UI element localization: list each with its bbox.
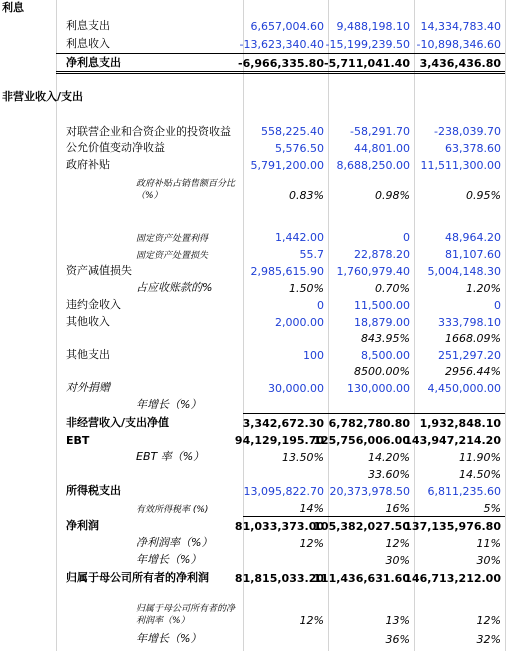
row-label: 其他收入 xyxy=(66,315,110,328)
row-impairment-loss[interactable] xyxy=(0,262,507,279)
value-year1: 13.50% xyxy=(282,451,324,464)
value-year3: 2956.44% xyxy=(445,365,501,378)
row-other-expense[interactable] xyxy=(0,346,507,363)
value-year2: 9,488,198.10 xyxy=(336,20,410,33)
value-year2: 13% xyxy=(385,614,410,627)
value-year3: 333,798.10 xyxy=(438,316,501,329)
row-parent-growth[interactable] xyxy=(0,630,507,647)
value-year1: 81,033,373.00 xyxy=(234,520,324,533)
row-label: 有效所得税率 (%) xyxy=(136,505,209,515)
row-interest-income[interactable] xyxy=(0,34,507,52)
row-other-expense-growth[interactable] xyxy=(0,363,507,379)
value-year2: 8,688,250.00 xyxy=(336,159,410,172)
value-year3: 63,378.60 xyxy=(445,142,501,155)
value-year2: 111,436,631.60 xyxy=(313,572,410,585)
row-parent-margin[interactable] xyxy=(0,586,507,628)
row-label: 归属于母公司所有者的净利润 xyxy=(66,571,209,584)
value-year2: 8500.00% xyxy=(354,365,410,378)
row-government-subsidy[interactable] xyxy=(0,156,507,173)
value-year1: 5,576.50 xyxy=(275,142,324,155)
value-year3: 81,107.60 xyxy=(445,248,501,261)
row-label: 净利润率（%） xyxy=(136,536,213,549)
subtotal-line xyxy=(56,53,505,54)
row-net-margin[interactable] xyxy=(0,534,507,551)
row-label: EBT 率（%） xyxy=(136,450,205,463)
value-year2: 30% xyxy=(385,554,410,567)
value-year3: 1668.09% xyxy=(445,332,501,345)
row-label: 年增长（%） xyxy=(136,553,202,566)
value-year3: 0.95% xyxy=(466,189,501,202)
row-donation[interactable] xyxy=(0,379,507,396)
row-label: 所得税支出 xyxy=(66,484,121,497)
row-label: 对联营企业和合资企业的投资收益 xyxy=(66,125,231,138)
row-penalty-income[interactable] xyxy=(0,296,507,313)
value-year2: 1,760,979.40 xyxy=(336,265,410,278)
value-year3: 4,450,000.00 xyxy=(427,382,501,395)
value-year2: 0.98% xyxy=(375,189,410,202)
value-year1: 13,095,822.70 xyxy=(243,485,324,498)
value-year2: 22,878.20 xyxy=(354,248,410,261)
row-ebt[interactable] xyxy=(0,431,507,448)
value-year1: 14% xyxy=(299,502,324,515)
section-title: 利息 xyxy=(2,1,24,14)
row-label: 公允价值变动净收益 xyxy=(66,141,165,154)
row-asset-disposal-gain[interactable] xyxy=(0,228,507,245)
row-label: 利息收入 xyxy=(66,37,110,50)
row-label: 年增长（%） xyxy=(136,398,202,411)
value-year1: 81,815,033.20 xyxy=(234,572,324,585)
row-net-profit[interactable] xyxy=(0,517,507,534)
value-year3: 1.20% xyxy=(466,282,501,295)
row-label: EBT xyxy=(66,434,90,447)
row-net-interest[interactable] xyxy=(0,53,507,71)
value-year3: 48,964.20 xyxy=(445,231,501,244)
value-year1: 12% xyxy=(299,537,324,550)
value-year2: 18,879.00 xyxy=(354,316,410,329)
row-label: 利息支出 xyxy=(66,19,110,32)
row-label: 年增长（%） xyxy=(136,632,202,645)
row-interest-expense[interactable] xyxy=(0,16,507,34)
value-year1: 558,225.40 xyxy=(261,125,324,138)
value-year2: 130,000.00 xyxy=(347,382,410,395)
value-year3: -238,039.70 xyxy=(434,125,501,138)
row-label: 政府补贴占销售额百分比（%） xyxy=(136,179,236,201)
value-year1: 3,342,672.30 xyxy=(242,417,324,430)
section-header-non-operating[interactable] xyxy=(0,88,507,105)
value-year1: 6,657,004.60 xyxy=(250,20,324,33)
value-year3: 0 xyxy=(494,299,501,312)
value-year1: 2,000.00 xyxy=(275,316,324,329)
value-year2: 105,382,027.50 xyxy=(313,520,410,533)
value-year3: 1,932,848.10 xyxy=(419,417,501,430)
double-underline xyxy=(56,71,505,74)
value-year2: 843.95% xyxy=(361,332,410,345)
value-year1: 1,442.00 xyxy=(275,231,324,244)
subtotal-line xyxy=(243,413,505,414)
row-other-income-growth[interactable] xyxy=(0,330,507,346)
subtotal-line xyxy=(243,516,505,517)
row-net-profit-growth[interactable] xyxy=(0,551,507,568)
row-other-income[interactable] xyxy=(0,313,507,330)
value-year2: 12% xyxy=(385,537,410,550)
value-year2: -5,711,041.40 xyxy=(324,57,410,70)
value-year1: 12% xyxy=(299,614,324,627)
value-year2: 14.20% xyxy=(368,451,410,464)
row-income-tax[interactable] xyxy=(0,482,507,499)
value-year3: 32% xyxy=(476,633,501,646)
value-year2: 125,756,006.00 xyxy=(313,434,410,447)
value-year3: 12% xyxy=(476,614,501,627)
section-header-interest[interactable] xyxy=(0,0,507,16)
value-year3: 143,947,214.20 xyxy=(404,434,501,447)
row-label: 对外捐赠 xyxy=(66,381,110,394)
value-year2: 11,500.00 xyxy=(354,299,410,312)
value-year3: 11,511,300.00 xyxy=(420,159,501,172)
value-year3: 137,135,976.80 xyxy=(404,520,501,533)
value-year3: 6,811,235.60 xyxy=(427,485,501,498)
value-year2: 36% xyxy=(385,633,410,646)
value-year3: 14,334,783.40 xyxy=(420,20,501,33)
row-investment-income[interactable] xyxy=(0,109,507,139)
value-year2: 33.60% xyxy=(368,468,410,481)
row-subsidy-percent[interactable] xyxy=(0,173,507,203)
row-label: 资产减值损失 xyxy=(66,264,132,277)
value-year3: 11.90% xyxy=(459,451,501,464)
value-year3: 3,436,436.80 xyxy=(419,57,501,70)
value-year2: -58,291.70 xyxy=(350,125,410,138)
value-year2: 8,500.00 xyxy=(361,349,410,362)
row-label: 占应收账款的% xyxy=(136,281,213,294)
value-year1: 2,985,615.90 xyxy=(250,265,324,278)
value-year1: 0.83% xyxy=(289,189,324,202)
row-label: 固定资产处置损失 xyxy=(136,251,209,261)
value-year2: 0.70% xyxy=(375,282,410,295)
value-year2: 0 xyxy=(403,231,410,244)
row-fair-value-change[interactable] xyxy=(0,139,507,156)
value-year3: 5,004,148.30 xyxy=(427,265,501,278)
row-net-non-operating[interactable] xyxy=(0,413,507,431)
value-year2: 20,373,978.50 xyxy=(329,485,410,498)
value-year2: 44,801.00 xyxy=(354,142,410,155)
section-title: 非营业收入/支出 xyxy=(2,90,84,103)
value-year2: -15,199,239.50 xyxy=(325,38,410,51)
row-donation-growth[interactable] xyxy=(0,396,507,413)
row-parent-net-profit[interactable] xyxy=(0,568,507,586)
value-year3: -10,898,346.60 xyxy=(416,38,501,51)
value-year3: 14.50% xyxy=(459,468,501,481)
row-label: 净利润 xyxy=(66,519,99,532)
value-year1: 30,000.00 xyxy=(268,382,324,395)
value-year1: 55.7 xyxy=(299,248,324,261)
row-label: 固定资产处置利得 xyxy=(136,234,209,244)
row-label: 其他支出 xyxy=(66,348,110,361)
row-effective-tax-rate[interactable] xyxy=(0,499,507,516)
value-year2: 16% xyxy=(385,502,410,515)
value-year1: -13,623,340.40 xyxy=(239,38,324,51)
row-bad-debt-percent[interactable] xyxy=(0,279,507,296)
row-asset-disposal-loss[interactable] xyxy=(0,245,507,262)
value-year1: 5,791,200.00 xyxy=(250,159,324,172)
value-year2: 6,782,780.80 xyxy=(328,417,410,430)
value-year1: 1.50% xyxy=(289,282,324,295)
row-label: 政府补贴 xyxy=(66,158,110,171)
value-year3: 30% xyxy=(476,554,501,567)
row-ebt-growth[interactable] xyxy=(0,465,507,482)
row-label: 净利息支出 xyxy=(66,56,121,69)
value-year3: 5% xyxy=(483,502,501,515)
value-year3: 146,713,212.00 xyxy=(404,572,501,585)
row-label: 违约金收入 xyxy=(66,298,121,311)
row-label: 归属于母公司所有者的净利润率（%） xyxy=(136,604,236,626)
value-year1: 94,129,195.70 xyxy=(234,434,324,447)
row-label: 非经营收入/支出净值 xyxy=(66,416,170,429)
row-ebt-rate[interactable] xyxy=(0,448,507,465)
value-year1: 100 xyxy=(303,349,324,362)
value-year3: 11% xyxy=(476,537,501,550)
value-year1: -6,966,335.80 xyxy=(238,57,324,70)
value-year1: 0 xyxy=(317,299,324,312)
value-year3: 251,297.20 xyxy=(438,349,501,362)
